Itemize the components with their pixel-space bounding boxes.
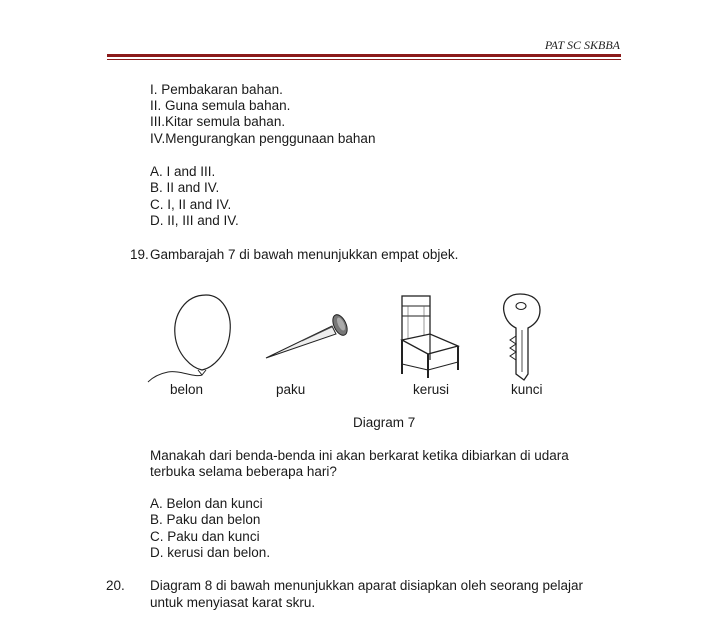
q19-question-line-1: Manakah dari benda-benda ini akan berkarat ketika dibiarkan di udara — [150, 448, 569, 463]
statement-4: IV.Mengurangkan penggunaan bahan — [150, 131, 376, 146]
q20-line-2: untuk menyiasat karat skru. — [150, 595, 316, 610]
object-label-kerusi: kerusi — [413, 382, 450, 397]
header-rule-thin — [107, 59, 621, 60]
statement-2: II. Guna semula bahan. — [150, 98, 291, 113]
chair-icon — [390, 290, 465, 380]
q19-option-c: C. Paku dan kunci — [150, 529, 260, 544]
nail-icon — [262, 310, 362, 365]
q19-option-b: B. Paku dan belon — [150, 512, 261, 527]
diagram-caption: Diagram 7 — [353, 415, 416, 430]
balloon-icon — [140, 290, 250, 385]
header-code: PAT SC SKBBA — [544, 38, 620, 52]
object-label-belon: belon — [170, 382, 204, 397]
statement-1: I. Pembakaran bahan. — [150, 82, 283, 97]
q19-number: 19. — [130, 247, 149, 262]
q20-line-1: Diagram 8 di bawah menunjukkan aparat disiapkan oleh seorang pelajar — [150, 578, 584, 593]
q18-option-a: A. I and III. — [150, 164, 216, 179]
q19-stem: Gambarajah 7 di bawah menunjukkan empat objek. — [150, 247, 459, 262]
q18-option-c: C. I, II and IV. — [150, 197, 232, 212]
object-label-kunci: kunci — [511, 382, 543, 397]
header-rule — [107, 54, 621, 57]
q18-option-d: D. II, III and IV. — [150, 213, 239, 228]
q18-option-b: B. II and IV. — [150, 180, 220, 195]
object-label-paku: paku — [276, 382, 306, 397]
q20-number: 20. — [106, 578, 125, 593]
q19-question-line-2: terbuka selama beberapa hari? — [150, 464, 337, 479]
statement-3: III.Kitar semula bahan. — [150, 114, 286, 129]
key-icon — [498, 292, 548, 382]
q19-option-a: A. Belon dan kunci — [150, 496, 263, 511]
q19-option-d: D. kerusi dan belon. — [150, 545, 271, 560]
